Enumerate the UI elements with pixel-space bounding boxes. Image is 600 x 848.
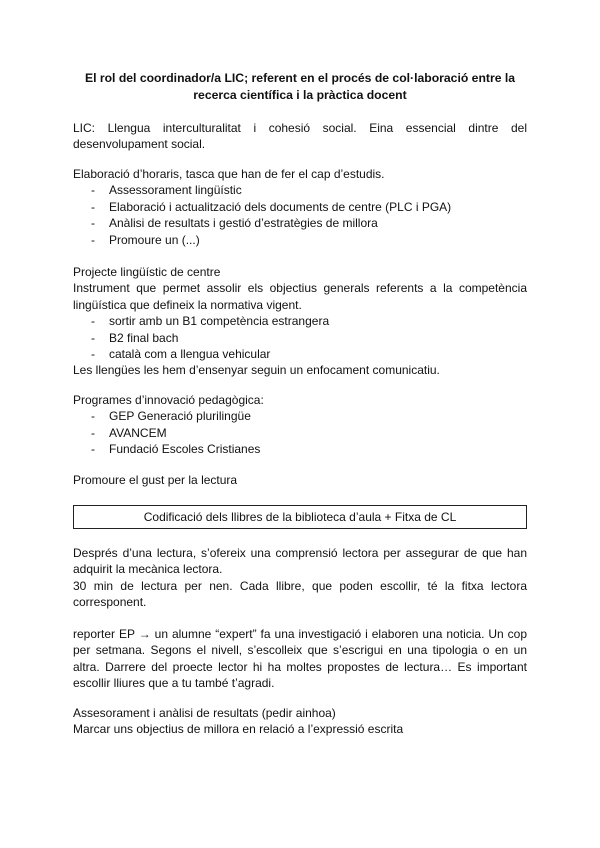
lectura-heading: Promoure el gust per la lectura [73, 473, 238, 487]
projecte-section [73, 264, 527, 379]
horaris-list [73, 182, 527, 248]
title-line-1: El rol del coordinador/a LIC; referent en el procés de col·laboració entre la [84, 71, 516, 85]
programes-list [73, 408, 527, 457]
projecte-heading: Projecte lingüístic de centre [73, 265, 221, 279]
list-item: - GEP Generació plurilingüe [73, 408, 527, 424]
projecte-description: Instrument que permet assolir els objectius generals referents a la competència lingüística que defineix la normativa vigent. [73, 281, 527, 312]
list-item: - Elaboració i actualització dels documents de centre (PLC i PGA) [73, 199, 527, 215]
document-title [73, 70, 527, 104]
assessorament-section [73, 705, 527, 738]
lectura-paragraph-2: 30 min de lectura per nen. Cada llibre, que poden escollir, té la fitxa lectora corresponent. [73, 579, 527, 610]
list-item: - Promoure un (...) [73, 232, 527, 248]
projecte-closing: Les llengües les hem d’ensenyar seguin un enfocament comunicatiu. [73, 363, 440, 378]
assessorament-line-2: Marcar uns objectius de millora en relació a l’expressió escrita [73, 722, 404, 737]
list-item: - Assessorament lingüístic [73, 182, 527, 198]
programes-heading: Programes d’innovació pedagògica: [73, 393, 264, 407]
list-item: - B2 final bach [73, 330, 527, 346]
list-item: - Fundació Escoles Cristianes [73, 441, 527, 457]
intro-paragraph: LIC: Llengua interculturalitat i cohesió social. Eina essencial dintre del desenvolupament social. [73, 121, 527, 152]
programes-section [73, 392, 527, 458]
horaris-heading: Elaboració d’horaris, tasca que han de fer el cap d’estudis. [73, 167, 385, 181]
list-item: - català com a llengua vehicular [73, 346, 527, 362]
list-item: - AVANCEM [73, 425, 527, 441]
list-item: - Anàlisi de resultats i gestió d’estratègies de millora [73, 215, 527, 231]
projecte-list [73, 313, 527, 362]
title-line-2: recerca científica i la pràctica docent [193, 88, 407, 102]
list-item: - sortir amb un B1 competència estrangera [73, 313, 527, 329]
horaris-section [73, 166, 527, 248]
assessorament-line-1: Assesorament i anàlisi de resultats (pedir ainhoa) [73, 706, 336, 720]
highlight-box: Codificació dels llibres de la biblioteca d’aula + Fitxa de CL [73, 505, 527, 529]
lectura-paragraph-3: reporter EP → un alumne “expert” fa una investigació i elaboren una noticia. Un cop per setmana. Segons el nivell, s’escolleix que s’escrigui en una tipologia o en un altra. Darrere del proecte lector hi ha moltes propostes de lectura… Es important escollir lliures que a tu també t’agradi. [73, 627, 527, 691]
lectura-paragraph-1: Després d’una lectura, s’ofereix una comprensió lectora per assegurar de que han adquirit la mecànica lectora. [73, 546, 527, 577]
